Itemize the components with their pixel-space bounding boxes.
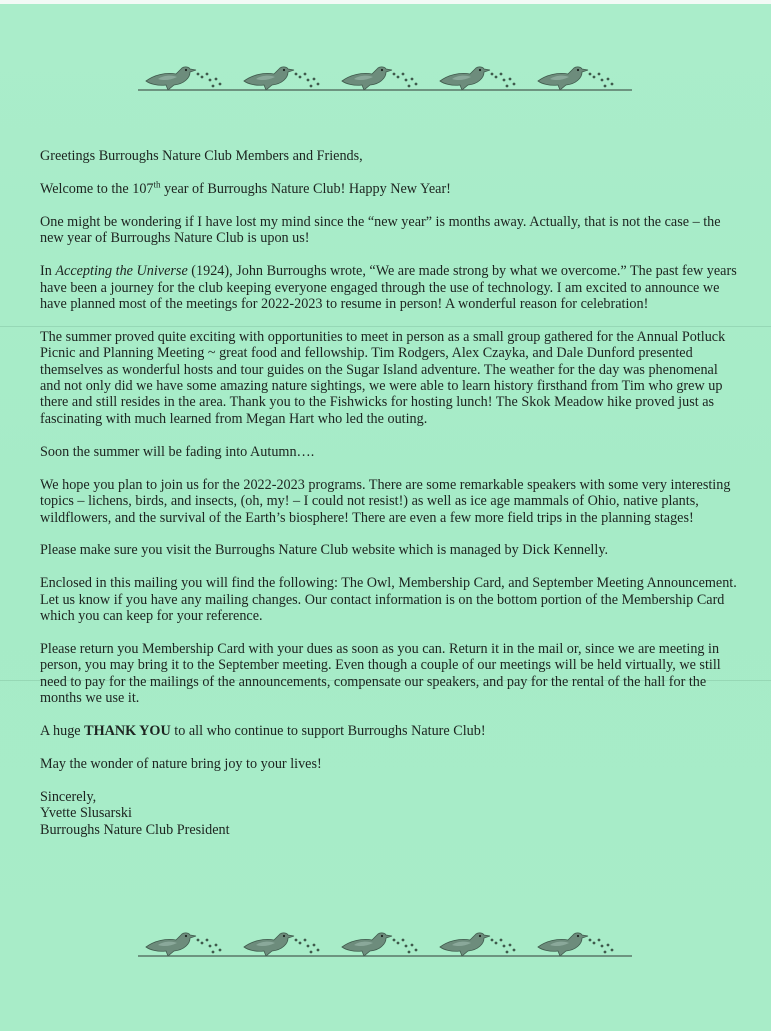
bird-border-graphic (138, 928, 632, 958)
bird-icon (146, 67, 221, 90)
website-paragraph: Please make sure you visit the Burroughs Nature Club website which is managed by Dick Kennelly. (40, 542, 609, 559)
thanks-paragraph: A huge THANK YOU to all who continue to support Burroughs Nature Club! (40, 723, 486, 740)
bird-icon (440, 67, 515, 90)
bird-icon (244, 933, 319, 956)
new-year-paragraph: One might be wondering if I have lost my mind since the “new year” is months away. Actually, that is not the case – the new year of Burroughs Nature Club is upon us! (40, 213, 721, 247)
bird-icon (440, 933, 515, 956)
thank-you-bold: THANK YOU (84, 723, 171, 740)
bird-border-bottom (138, 928, 632, 958)
welcome-paragraph: Welcome to the 107th year of Burroughs Nature Club! Happy New Year! (40, 179, 451, 197)
bird-icon (146, 933, 221, 956)
bird-icon (538, 67, 613, 90)
signer-title: Burroughs Nature Club President (40, 821, 230, 838)
bird-icon (244, 67, 319, 90)
return-paragraph: Please return you Membership Card with your dues as soon as you can. Return it in the mail or, since we are meeting in person, you may bring it to the September meeting. Even though a couple of our meetings will be held virtually, we still need to pay for the mailings of the announcements, compensate our speakers, and pay for the rental of the hall for the months we use it. (40, 641, 721, 707)
summer-paragraph: The summer proved quite exciting with opportunities to meet in person as a small group gathered for the Annual Potluck Picnic and Planning Meeting ~ great food and fellowship. Tim Rodgers, Alex Czayka, and Dale Dunford presented themselves as wonderful hosts and tour guides on the Sugar Island adventure. The weather for the day was phenomenal and not only did we have some amazing nature sightings, we were able to learn history firsthand from Tim who grew up there and still resides in the area. Thank you to the Fishwicks for hosting lunch! The Skok Meadow hike proved just as fascinating with much learned from Megan Hart who led the outing. (40, 328, 726, 427)
signature-block (40, 789, 740, 838)
programs-paragraph: We hope you plan to join us for the 2022-2023 programs. There are some remarkable speakers with some very interesting topics – lichens, birds, and insects, (oh, my! – I could not resist!) as well as ice age mammals of Ohio, native plants, wildflowers, and the survival of the Earth’s biosphere! There are even a few more field trips in the planning stages! (40, 476, 731, 526)
bird-icon (342, 933, 417, 956)
greeting: Greetings Burroughs Nature Club Members and Friends, (40, 148, 363, 164)
wonder-paragraph: May the wonder of nature bring joy to your lives! (40, 756, 322, 773)
closing: Sincerely, (40, 788, 97, 805)
signer-name: Yvette Slusarski (40, 805, 132, 822)
bird-icon (538, 933, 613, 956)
bird-icon (342, 67, 417, 90)
bird-border-graphic (138, 62, 632, 92)
bird-border-top (138, 62, 632, 92)
autumn-paragraph: Soon the summer will be fading into Autumn…. (40, 443, 315, 460)
enclosed-paragraph: Enclosed in this mailing you will find the following: The Owl, Membership Card, and September Meeting Announcement. Let us know if you have any mailing changes. Our contact information is on the bottom portion of the Membership Card which you can keep for your reference. (40, 575, 737, 625)
accepting-universe-paragraph: In Accepting the Universe (1924), John Burroughs wrote, “We are made strong by what we overcome.” The past few years have been a journey for the club keeping everyone engaged through the use of technology. I am excited to announce we have planned most of the meetings for 2022-2023 to resume in person! A wonderful reason for celebration! (40, 263, 737, 312)
letter-body (40, 148, 740, 838)
book-title: Accepting the Universe (55, 263, 188, 280)
